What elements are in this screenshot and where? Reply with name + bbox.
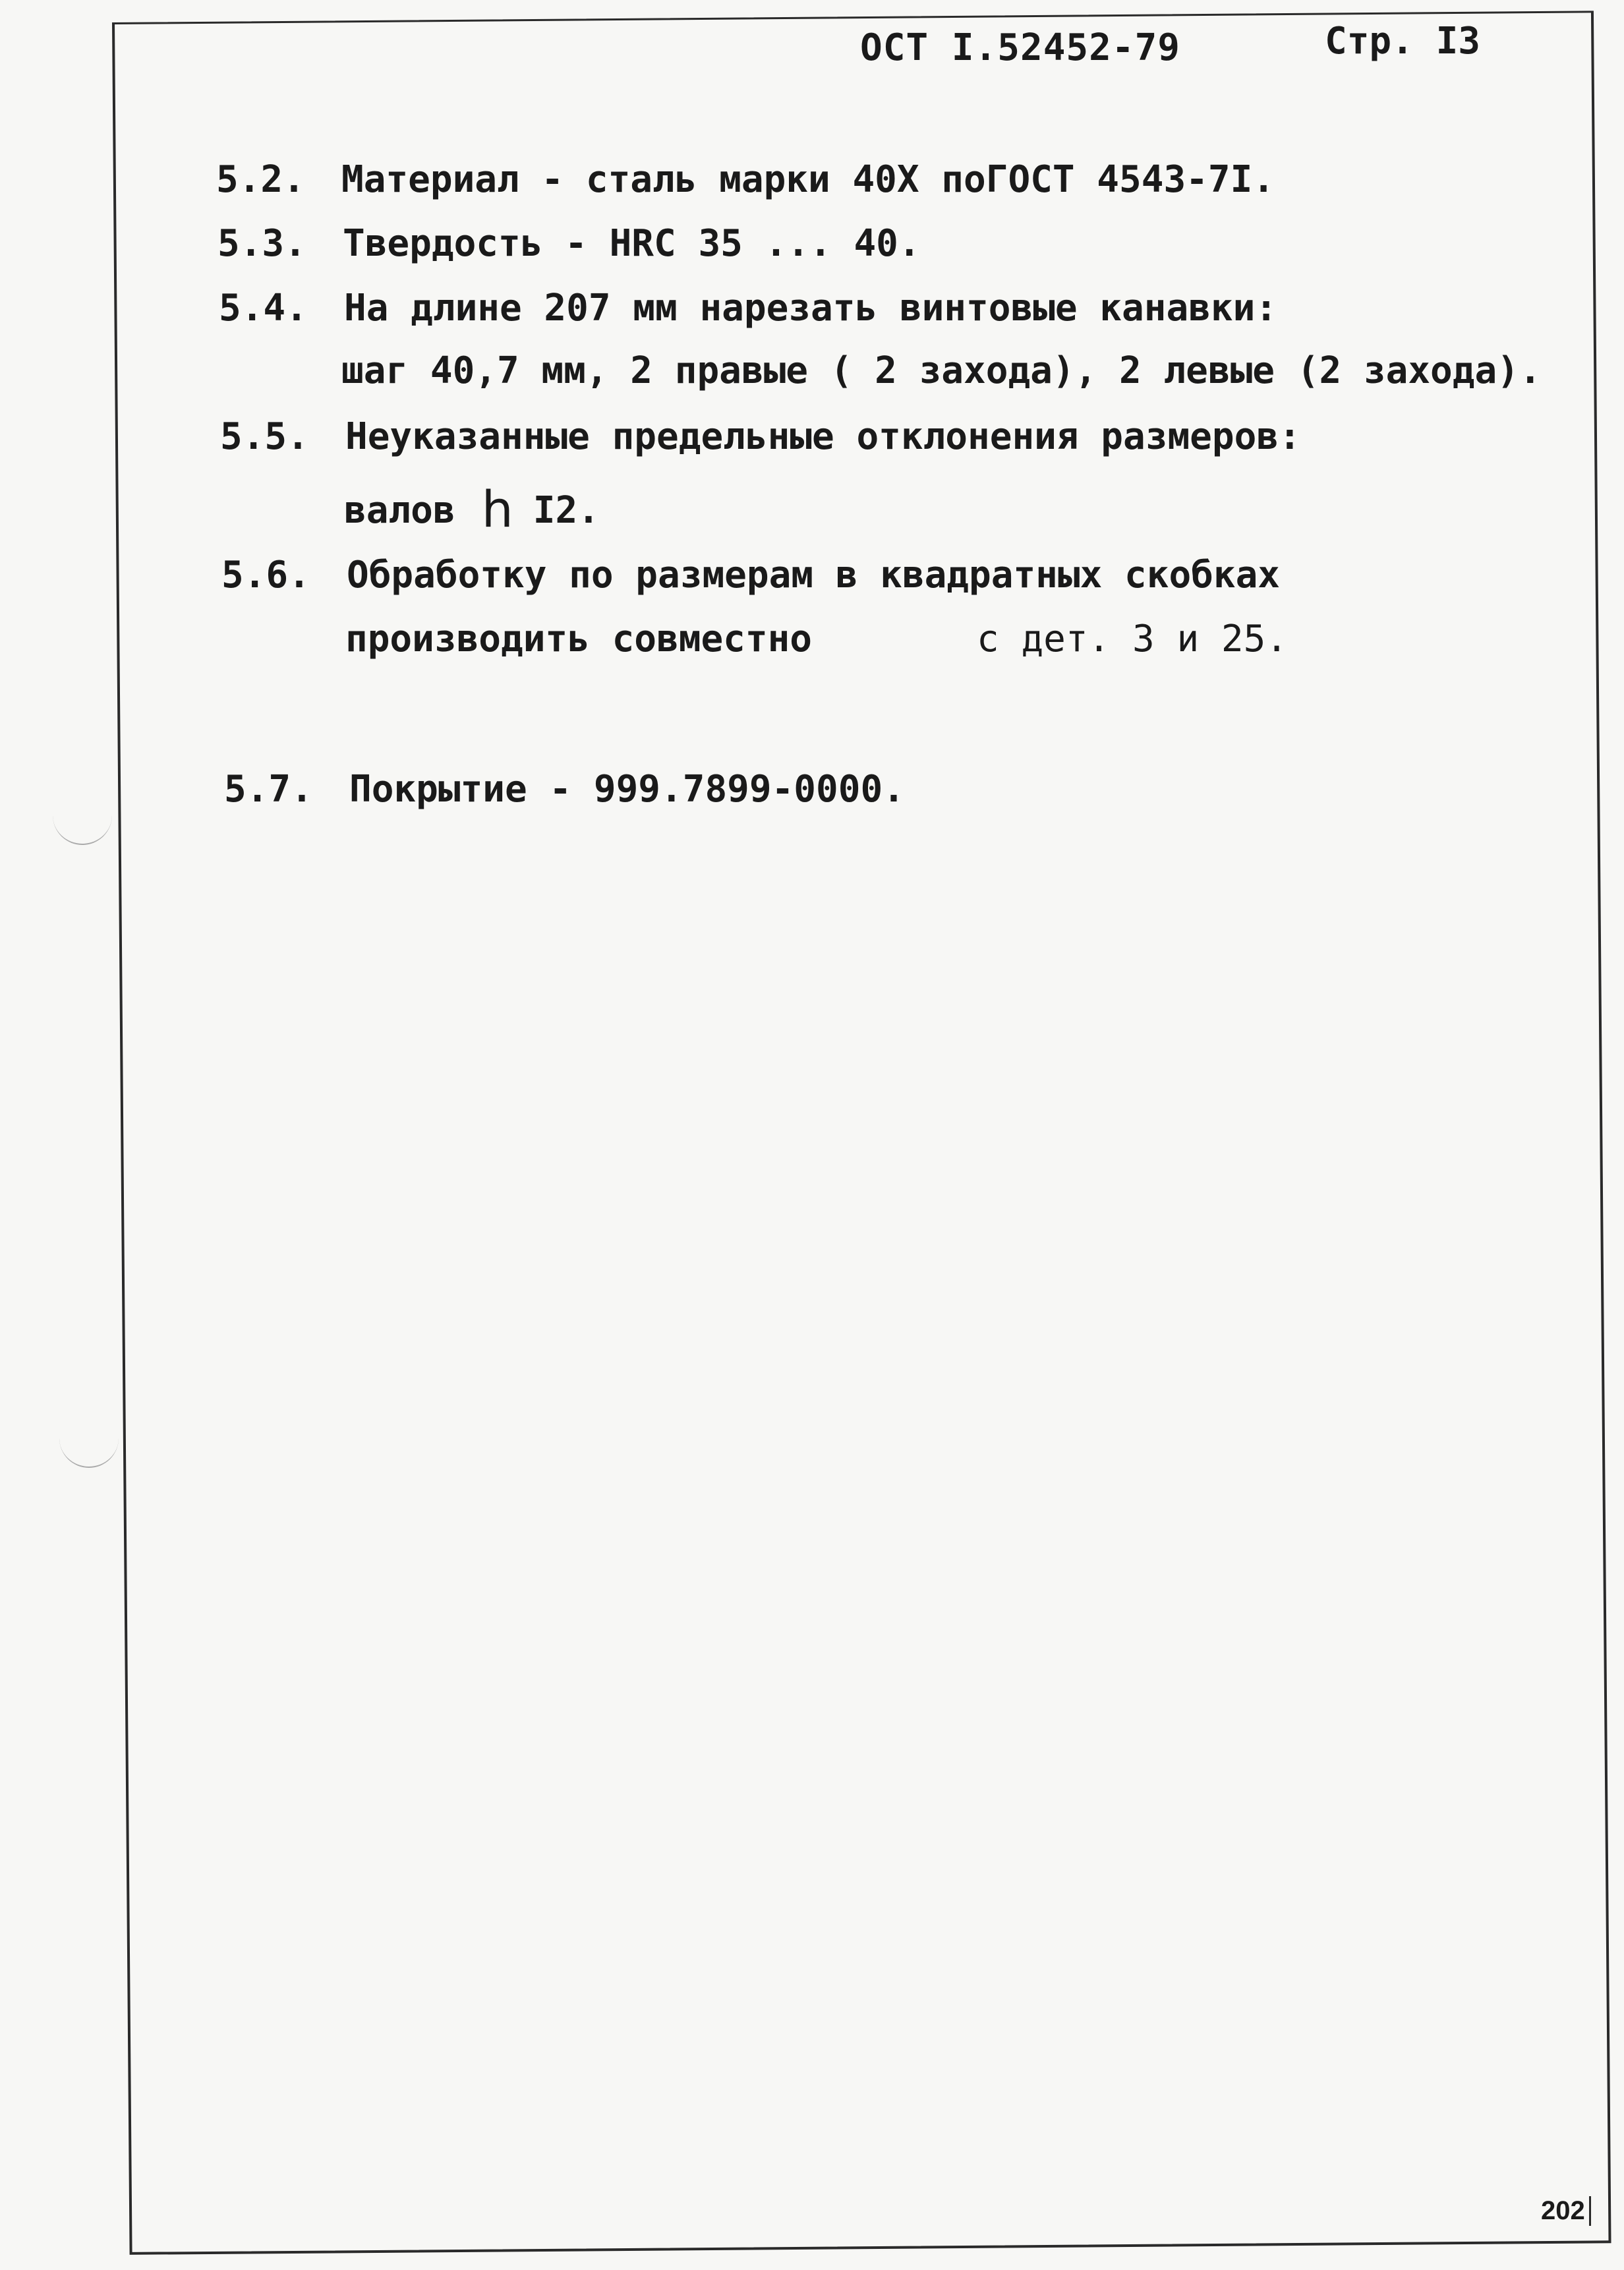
punch-hole-mark xyxy=(53,811,112,845)
item-text: На длине 207 мм нарезать винтовые канавки: xyxy=(344,287,1278,330)
item-number: 5.4. xyxy=(219,287,308,330)
page-number: 202 xyxy=(1541,2196,1591,2226)
item-text: Обработку по размерам в квадратных скобках xyxy=(347,554,1281,597)
item-continuation xyxy=(345,618,1289,660)
list-item xyxy=(221,554,1281,597)
item-text: Покрытие - 999.7899-0000. xyxy=(349,768,905,811)
item-text: производить совместно xyxy=(345,618,813,660)
list-item xyxy=(216,158,1275,201)
item-added-text: с дет. 3 и 25. xyxy=(977,618,1289,660)
list-item xyxy=(218,222,921,265)
page-border xyxy=(112,11,1611,2255)
item-text: Неуказанные предельные отклонения размеров: xyxy=(345,415,1301,458)
punch-hole-mark xyxy=(59,1434,119,1468)
item-continuation: шаг 40,7 мм, 2 правые ( 2 захода), 2 левые (2 захода). xyxy=(341,349,1542,392)
item-continuation xyxy=(344,480,600,538)
item-number: 5.5. xyxy=(220,415,309,458)
item-number: 5.6. xyxy=(221,554,310,597)
document-code: ОСТ I.52452-79 xyxy=(860,26,1181,69)
page-label: Стр. I3 xyxy=(1325,20,1481,63)
item-number: 5.7. xyxy=(224,768,313,811)
list-item xyxy=(224,768,905,811)
tolerance-symbol: h xyxy=(481,480,513,538)
item-number: 5.3. xyxy=(218,222,306,265)
item-text-suffix: I2. xyxy=(533,489,600,532)
item-text: Твердость - HRC 35 ... 40. xyxy=(343,222,921,265)
list-item xyxy=(219,287,1278,330)
item-text: Материал - сталь марки 40Х поГОСТ 4543-7I. xyxy=(341,158,1275,201)
item-text-prefix: валов xyxy=(344,489,455,532)
item-number: 5.2. xyxy=(216,158,305,201)
list-item xyxy=(220,415,1301,458)
